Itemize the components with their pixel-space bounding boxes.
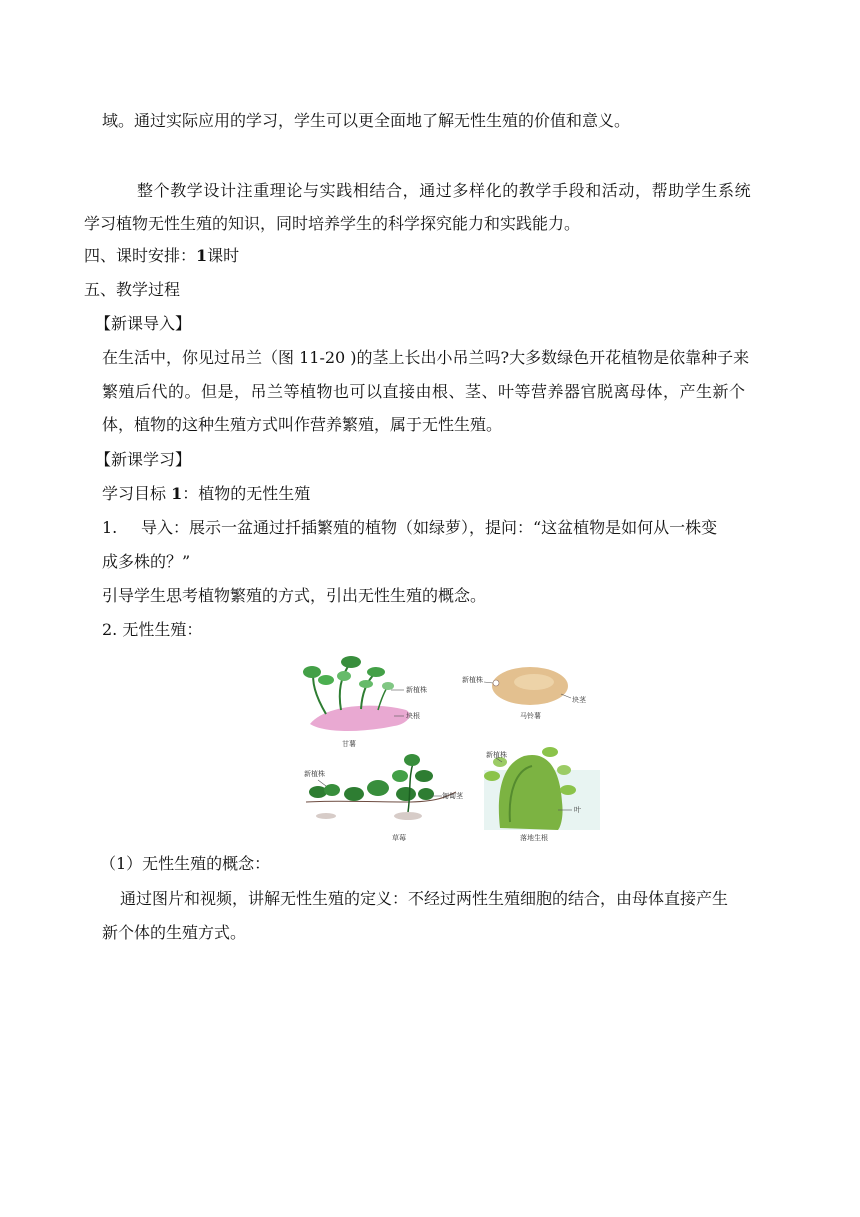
label-kalanchoe-new: 新植株 [486,751,507,759]
section-unit: 课时 [207,246,240,265]
goal-number: 1 [171,484,183,503]
asexual-reproduction-figure [296,652,602,848]
paragraph-line: 整个教学设计注重理论与实践相结合，通过多样化的教学手段和活动，帮助学生系统 [137,181,752,200]
paragraph-line: 体，植物的这种生殖方式叫作营养繁殖，属于无性生殖。 [102,415,503,434]
section-heading-schedule [84,245,239,267]
study-heading: 【新课学习】 [95,450,192,469]
list-item-number: 1. [102,518,118,537]
label-strawberry-stem: 匍匐茎 [442,792,463,800]
paragraph-line: 通过图片和视频，讲解无性生殖的定义：不经过两性生殖细胞的结合，由母体直接产生 [120,889,729,908]
paragraph-line: 在生活中，你见过吊兰（图 11-20 )的茎上长出小吊兰吗?大多数绿色开花植物是依靠种子来 [102,348,750,367]
label-potato-new: 新植株 [462,676,483,684]
paragraph-line: 导入：展示一盆通过扦插繁殖的植物（如绿萝），提问：“这盆植物是如何从一株变 [141,518,718,537]
goal-label: 学习目标 [102,484,172,503]
strawberry-illustration [304,754,464,842]
label-kalanchoe: 落地生根 [520,834,548,842]
lesson-count: 1 [196,246,208,265]
paragraph-line: 成多株的？” [102,552,191,571]
section-label: 四、课时安排： [84,246,197,265]
label-sweet-potato-root: 块根 [406,712,420,720]
label-potato-tuber: 块茎 [572,696,586,704]
goal-title: ：植物的无性生殖 [182,484,311,503]
figure-illustration [296,652,602,848]
potato-illustration [462,667,587,720]
label-strawberry: 草莓 [392,834,406,842]
intro-heading: 【新课导入】 [95,314,192,333]
sweet-potato-illustration [303,656,427,748]
paragraph-line: 引导学生思考植物繁殖的方式，引出无性生殖的概念。 [102,586,487,605]
paragraph-line: 繁殖后代的。但是，吊兰等植物也可以直接由根、茎、叶等营养器官脱离母体，产生新个 [102,382,746,401]
paragraph-line: 新个体的生殖方式。 [102,923,247,942]
kalanchoe-illustration [484,747,600,842]
label-potato: 马铃薯 [520,712,541,720]
section-heading-process: 五、教学过程 [84,280,181,299]
concept-heading: （1）无性生殖的概念： [100,854,271,873]
label-kalanchoe-leaf: 叶 [574,806,581,814]
label-strawberry-new: 新植株 [304,770,325,778]
paragraph-line: 学习植物无性生殖的知识，同时培养学生的科学探究能力和实践能力。 [84,214,581,233]
list-item: 2. 无性生殖： [102,620,203,639]
label-sweet-potato: 甘薯 [342,740,356,748]
learning-goal [102,483,310,505]
paragraph-line: 域。通过实际应用的学习，学生可以更全面地了解无性生殖的价值和意义。 [102,111,631,130]
label-sweet-potato-new: 新植株 [406,686,427,694]
